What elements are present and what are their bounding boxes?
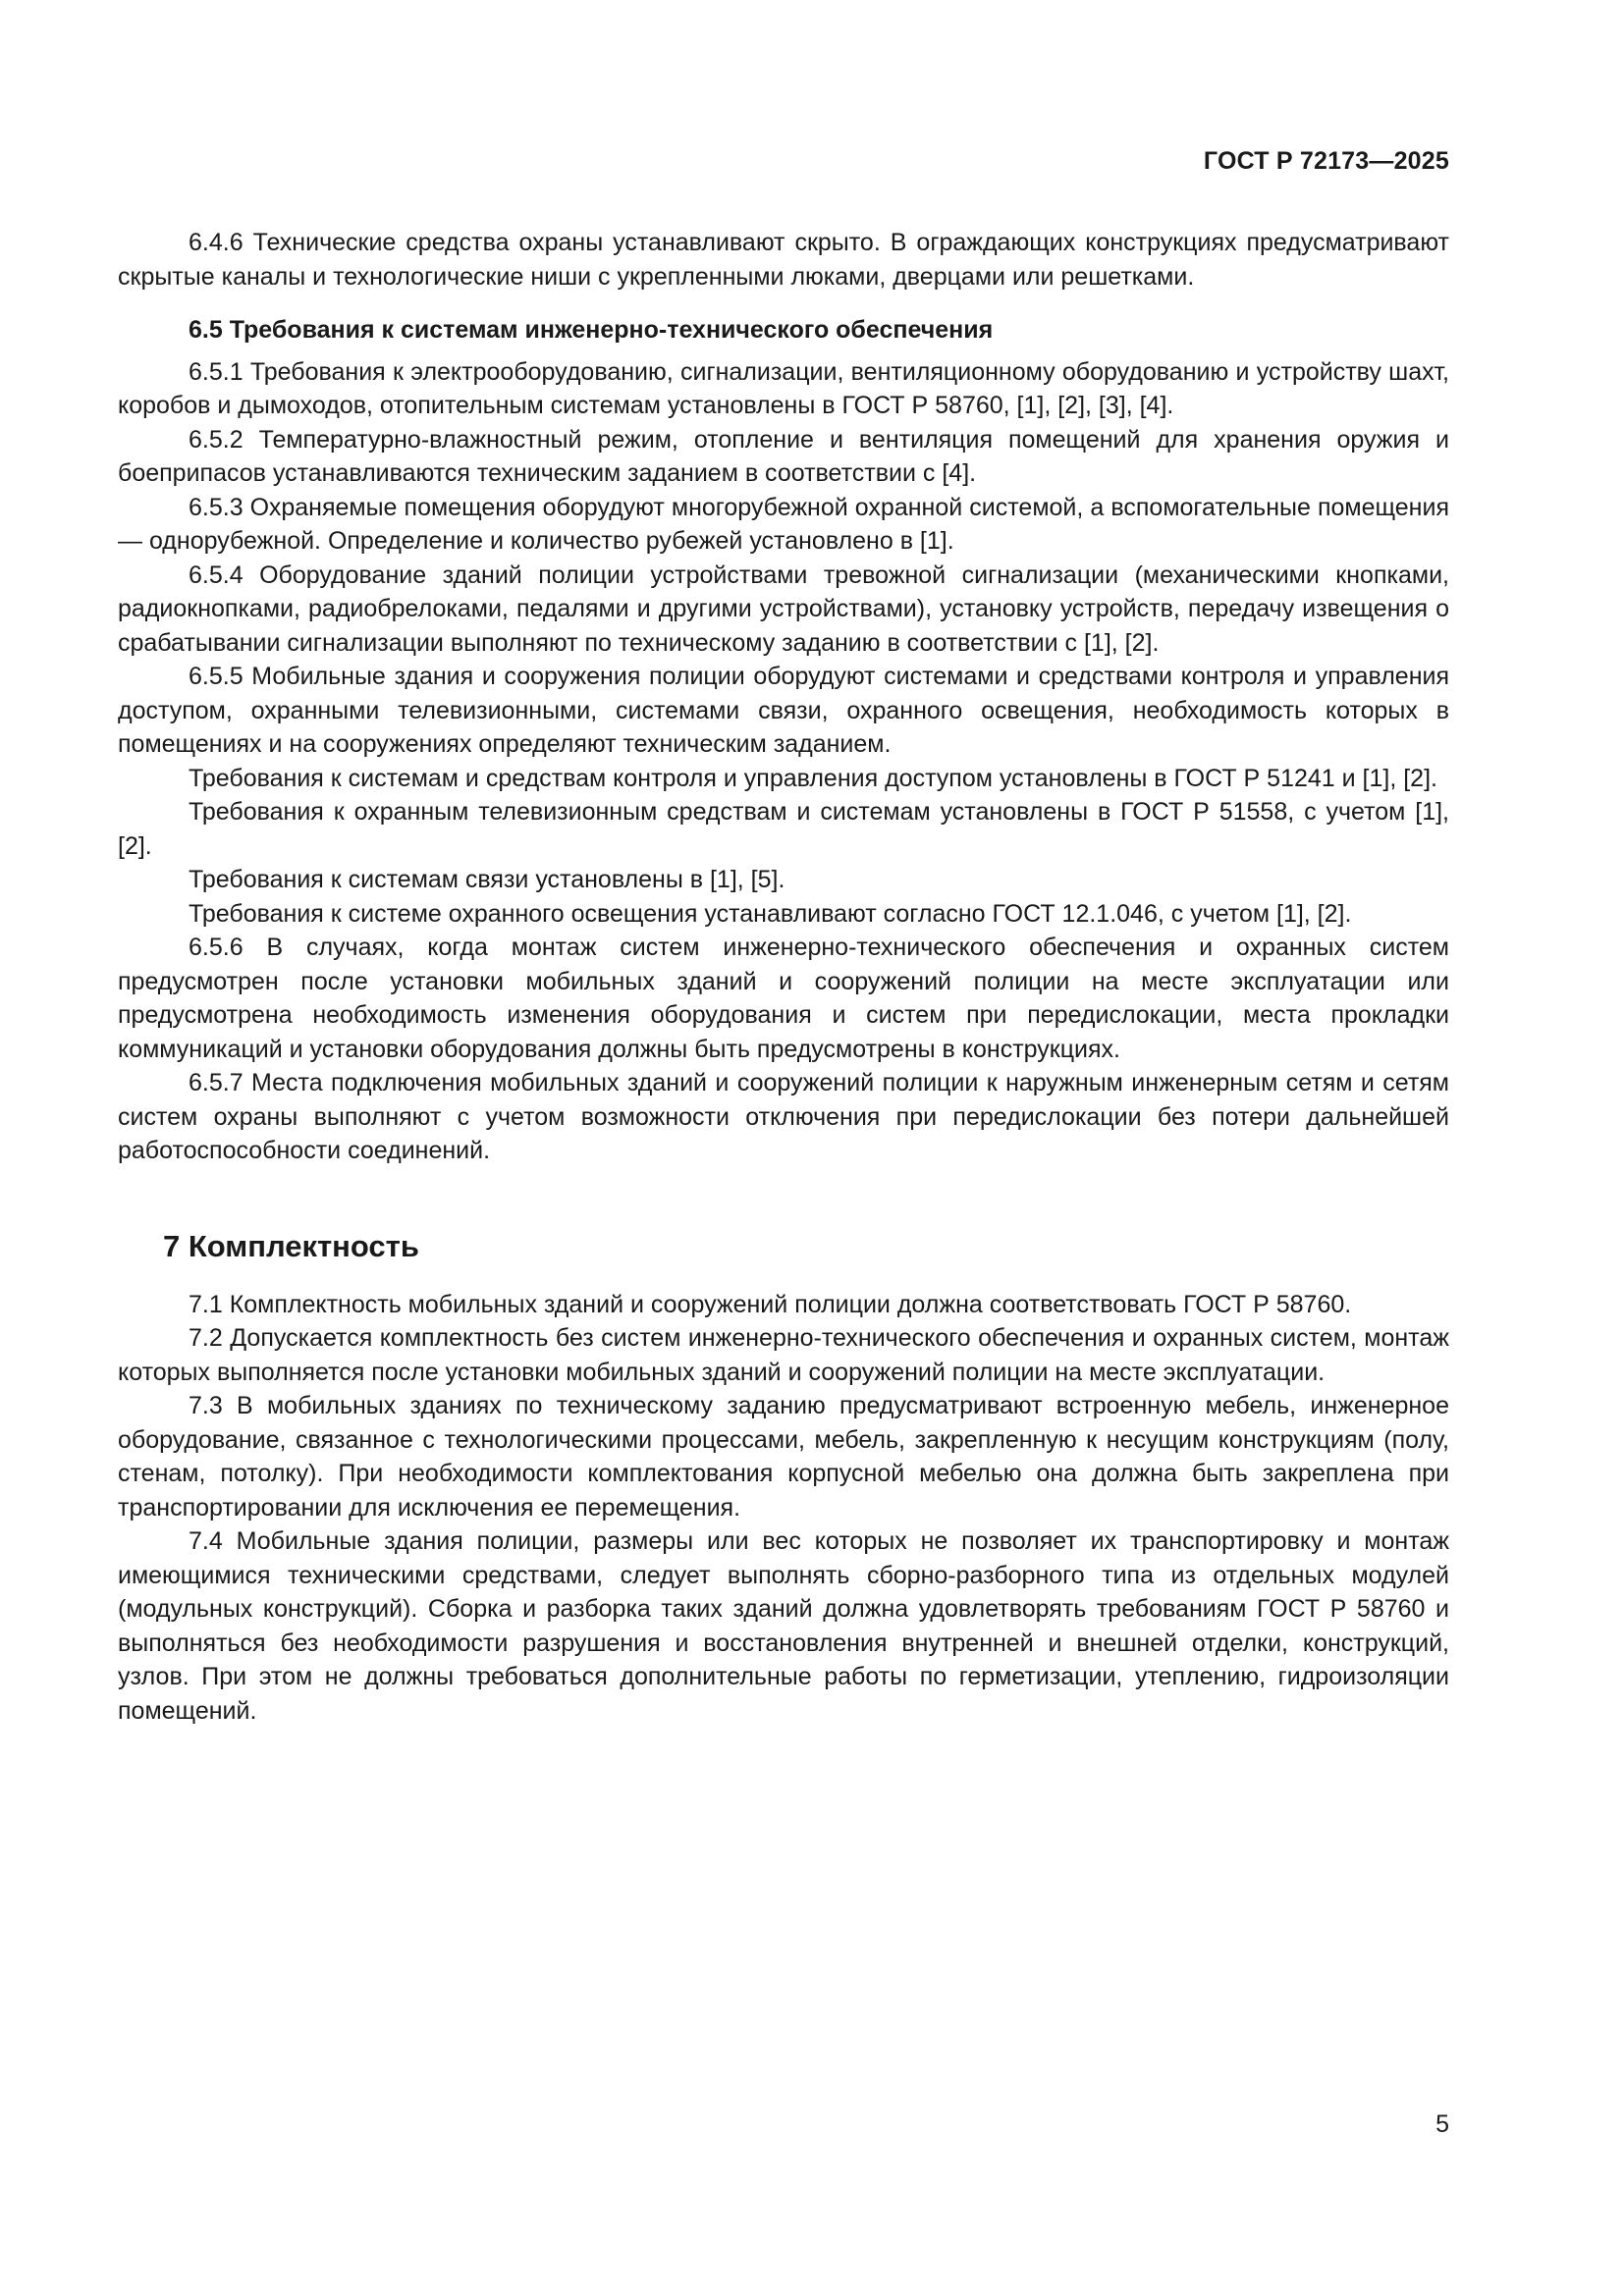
subsection-heading-6-5: 6.5 Требования к системам инженерно-технического обеспечения [189,316,994,344]
document-code-header: ГОСТ Р 72173—2025 [1203,147,1449,175]
paragraph-7-1: 7.1 Комплектность мобильных зданий и сооружений полиции должна соответствовать ГОСТ Р 58760. [189,1290,1352,1318]
paragraph-7-3: 7.3 В мобильных зданиях по техническому заданию предусматривают встроенную мебель, инженерное оборудование, связанное с технологическими процессами, мебель, закрепленную к несущим конструкциям (полу, стенам, потолку). При необходимости комплектования корпусной мебелью она должна быть закреплена при транспортировании для исключения ее перемещения. [118,1392,1449,1522]
paragraph-6-5-7: 6.5.7 Места подключения мобильных зданий и сооружений полиции к наружным инженерным сетям и сетям систем охраны выполняют с учетом возможности отключения при передислокации без потери дальнейшей работоспособности соединений. [118,1069,1449,1164]
paragraph-6-5-6: 6.5.6 В случаях, когда монтаж систем инженерно-технического обеспечения и охранных систем предусмотрен после установки мобильных зданий и сооружений полиции на месте эксплуатации или предусмотрена необходимость изменения оборудования и систем при передислокации, места прокладки коммуникаций и установки оборудования должны быть предусмотрены в конструкциях. [118,934,1449,1063]
page-number: 5 [1435,2110,1449,2138]
paragraph-6-5-5-cctv: Требования к охранным телевизионным средствам и системам установлены в ГОСТ Р 51558, с учетом [1], [2]. [118,798,1449,860]
paragraph-7-4: 7.4 Мобильные здания полиции, размеры или вес которых не позволяет их транспортировку и монтаж имеющимися техническими средствами, следует выполнять сборно-разборного типа из отдельных модулей (модульных конструкций). Сборка и разборка таких зданий должна удовлетворять требованиям ГОСТ Р 58760 и выполняться без необходимости разрушения и восстановления внутренней и внешней отделки, конструкций, узлов. При этом не должны требоваться дополнительные работы по герметизации, утеплению, гидроизоляции помещений. [118,1527,1449,1725]
paragraph-6-5-5-lighting: Требования к системе охранного освещения устанавливают согласно ГОСТ 12.1.046, с учетом [1], [2]. [189,899,1352,928]
document-body [118,226,1449,1728]
paragraph-7-2: 7.2 Допускается комплектность без систем инженерно-технического обеспечения и охранных систем, монтаж которых выполняется после установки мобильных зданий и сооружений полиции на месте эксплуатации. [118,1324,1449,1386]
paragraph-6-5-5-communications: Требования к системам связи установлены в [1], [5]. [189,866,785,893]
paragraph-6-5-1: 6.5.1 Требования к электрооборудованию, сигнализации, вентиляционному оборудованию и устройству шахт, коробов и дымоходов, отопительным системам установлены в ГОСТ Р 58760, [1], [2], [3], [4]. [118,357,1449,419]
paragraph-6-5-3: 6.5.3 Охраняемые помещения оборудуют многорубежной охранной системой, а вспомогательные помещения — однорубежной. Определение и количество рубежей установлено в [1]. [118,493,1449,555]
paragraph-6-5-5: 6.5.5 Мобильные здания и сооружения полиции оборудуют системами и средствами контроля и управления доступом, охранными телевизионными, системами связи, охранного освещения, необходимость которых в помещениях и на сооружениях определяют техническим заданием. [118,663,1449,758]
paragraph-6-4-6: 6.4.6 Технические средства охраны устанавливают скрыто. В ограждающих конструкциях предусматривают скрытые каналы и технологические ниши с укрепленными люками, дверцами или решетками. [118,229,1449,291]
paragraph-6-5-5-access-control: Требования к системам и средствам контроля и управления доступом установлены в ГОСТ Р 51241 и [1], [2]. [189,764,1437,792]
paragraph-6-5-4: 6.5.4 Оборудование зданий полиции устройствами тревожной сигнализации (механическими кнопками, радиокнопками, радиобрелоками, педалями и другими устройствами), установку устройств, передачу извещения о срабатывании сигнализации выполняют по техническому заданию в соответствии с [1], [2]. [118,561,1449,657]
section-heading-7: 7 Комплектность [163,1228,419,1263]
paragraph-6-5-2: 6.5.2 Температурно-влажностный режим, отопление и вентиляция помещений для хранения оружия и боеприпасов устанавливаются техническим заданием в соответствии с [4]. [118,425,1449,487]
